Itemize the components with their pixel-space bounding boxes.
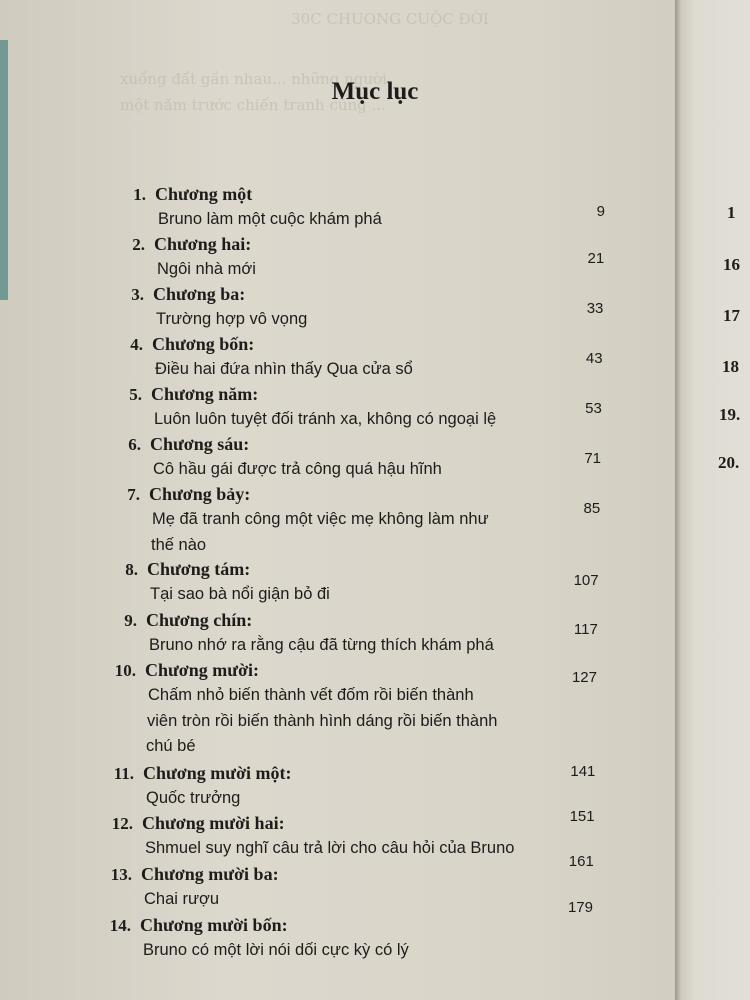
right-page-entry-number: 16 xyxy=(723,255,740,274)
entry-title-line: Ngôi nhà mới xyxy=(157,260,256,278)
entry-heading: Chương hai: xyxy=(154,234,252,254)
entry-number: 12. xyxy=(111,814,133,833)
entry-heading: Chương chín: xyxy=(146,610,253,630)
entry-number: 10. xyxy=(114,661,136,680)
entry-heading: Chương ba: xyxy=(153,284,246,304)
right-page-entry-number: 1 xyxy=(727,203,736,222)
page-number: 71 xyxy=(584,450,601,467)
entry-number: 2. xyxy=(132,235,145,254)
entry-heading: Chương mười ba: xyxy=(141,864,279,884)
entry-heading: Chương tám: xyxy=(147,559,251,579)
right-page-entry-number: 19. xyxy=(719,405,741,424)
entry-heading: Chương mười: xyxy=(145,660,260,680)
bleed-through-text: xuống đất gần nhau... những người xyxy=(120,70,387,88)
entry-number: 4. xyxy=(130,335,143,354)
entry-heading: Chương mười bốn: xyxy=(140,915,288,935)
right-page-entry-number: 17 xyxy=(723,306,740,325)
entry-number: 13. xyxy=(110,865,132,884)
page-number: 85 xyxy=(583,500,601,517)
entry-number: 14. xyxy=(109,916,131,935)
entry-title-line: Bruno làm một cuộc khám phá xyxy=(158,210,382,228)
entry-number: 11. xyxy=(113,764,134,783)
page-number: 21 xyxy=(587,250,605,267)
entry-title-line: viên tròn rồi biến thành hình dáng rồi biến thành xyxy=(147,711,498,730)
entry-title-line: Shmuel suy nghĩ câu trả lời cho câu hỏi của Bruno xyxy=(145,839,515,857)
right-page xyxy=(675,0,750,1000)
page-number: 53 xyxy=(585,400,602,417)
entry-title-line: Trường hợp vô vọng xyxy=(156,310,308,328)
page-number: 107 xyxy=(573,572,599,589)
page-number: 151 xyxy=(569,808,595,825)
entry-heading: Chương sáu: xyxy=(150,434,250,454)
entry-title-line: chú bé xyxy=(146,737,196,755)
entry-title-line: thế nào xyxy=(151,535,207,554)
entry-title-line: Tại sao bà nổi giận bỏ đi xyxy=(150,585,330,603)
page-number: 9 xyxy=(596,203,605,220)
entry-heading: Chương một xyxy=(155,184,253,204)
page-number: 117 xyxy=(573,621,598,638)
page-number: 127 xyxy=(571,669,597,686)
entry-title-line: Luôn luôn tuyệt đối tránh xa, không có ngoại lệ xyxy=(154,410,497,428)
entry-number: 6. xyxy=(128,435,141,454)
bleed-through-text: một năm trước chiến tranh cũng ... xyxy=(120,96,386,114)
entry-heading: Chương bốn: xyxy=(152,334,255,354)
entry-heading: Chương năm: xyxy=(151,384,259,404)
page-number: 179 xyxy=(567,899,593,916)
bleed-through-text: 30C CHUONG CUỘC ĐỜI xyxy=(291,10,489,28)
entry-title-line: Mẹ đã tranh công một việc mẹ không làm như xyxy=(152,510,489,528)
entry-title-line: Cô hầu gái được trả công quá hậu hĩnh xyxy=(153,460,442,478)
right-page-entry-number: 20. xyxy=(718,453,740,472)
entry-heading: Chương mười một: xyxy=(143,763,292,783)
page-number: 33 xyxy=(586,300,604,317)
entry-number: 7. xyxy=(127,485,140,504)
entry-heading: Chương bảy: xyxy=(149,484,251,504)
right-page-entry-number: 18 xyxy=(722,357,739,376)
page-title: Mục lục xyxy=(331,78,419,105)
entry-number: 3. xyxy=(131,285,144,304)
page-number: 161 xyxy=(568,853,594,870)
entry-title-line: Điều hai đứa nhìn thấy Qua cửa sổ xyxy=(155,360,413,378)
entry-title-line: Chấm nhỏ biến thành vết đốm rồi biến thành xyxy=(148,686,474,704)
entry-heading: Chương mười hai: xyxy=(142,813,285,833)
entry-title-line: Chai rượu xyxy=(144,890,220,908)
entry-number: 9. xyxy=(124,611,137,630)
entry-number: 5. xyxy=(129,385,142,404)
entry-number: 1. xyxy=(133,185,146,204)
entry-title-line: Bruno nhớ ra rằng cậu đã từng thích khám phá xyxy=(149,636,494,654)
entry-title-line: Quốc trưởng xyxy=(146,789,241,807)
page-number: 141 xyxy=(570,763,596,780)
entry-number: 8. xyxy=(125,560,138,579)
page-number: 43 xyxy=(585,350,603,367)
entry-title-line: Bruno có một lời nói dối cực kỳ có lý xyxy=(143,941,409,959)
